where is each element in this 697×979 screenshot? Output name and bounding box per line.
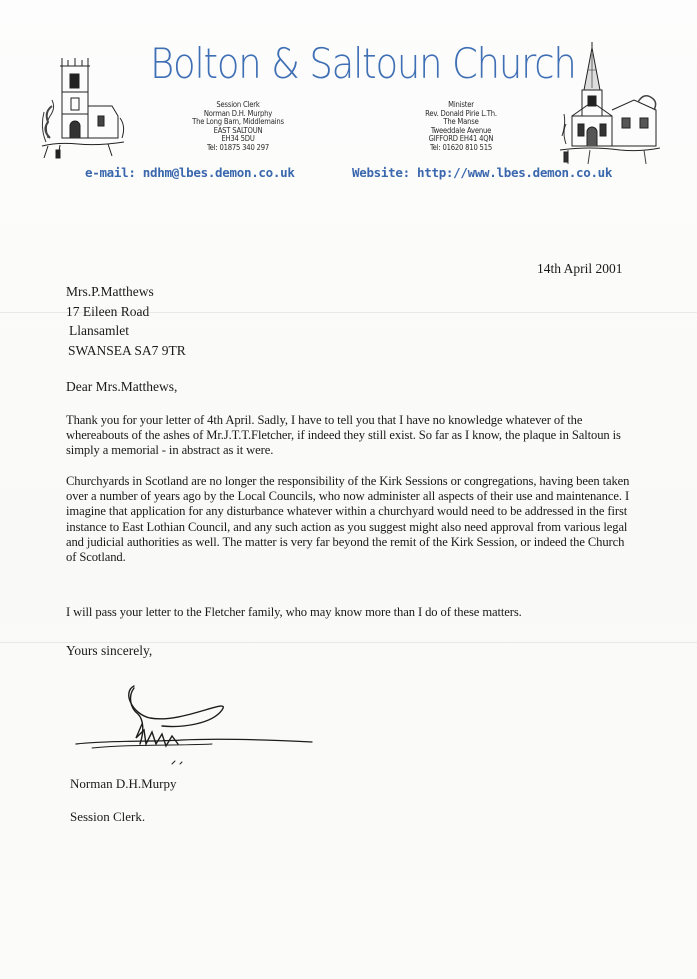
salutation: Dear Mrs.Matthews, (66, 379, 178, 394)
minister-address (406, 101, 516, 153)
recipient-city: SWANSEA SA7 9TR (68, 342, 186, 358)
recipient-address (66, 282, 186, 360)
closing: Yours sincerely, (66, 643, 153, 658)
letter-date: 14th April 2001 (537, 261, 623, 276)
signature (72, 684, 322, 774)
session-clerk-line2: EAST SALTOUN (213, 125, 263, 135)
session-clerk-line1: The Long Barn, Middlemains (192, 117, 284, 127)
minister-name: Rev. Donald Pirie L.Th. (425, 108, 497, 118)
paragraph-1: Thank you for your letter of 4th April. Sadly, I have to tell you that I have no knowledge whatever of the whereabouts of the ashes of Mr.J.T.T.Fletcher, if indeed they still exist. So far as I know, the plaque in Saltoun is simply a memorial - in abstract as it were. (66, 413, 621, 458)
minister-line3: GIFFORD EH41 4QN (428, 134, 494, 144)
signer-title: Session Clerk. (70, 809, 146, 824)
session-clerk-line3: EH34 5DU (221, 134, 255, 144)
church-spire-drawing (560, 40, 660, 168)
minister-line1: The Manse (443, 117, 479, 127)
minister-role: Minister (448, 100, 474, 109)
minister-tel: Tel: 01620 810 515 (430, 142, 492, 152)
church-email[interactable]: e-mail: ndhm@lbes.demon.co.uk (85, 165, 295, 180)
minister-line2: Tweeddale Avenue (430, 125, 492, 135)
session-clerk-tel: Tel: 01875 340 297 (207, 142, 269, 152)
church-name-heading: Bolton & Saltoun Church (150, 40, 576, 89)
session-clerk-name: Norman D.H. Murphy (203, 108, 273, 118)
paragraph-2: Churchyards in Scotland are no longer the responsibility of the Kirk Sessions or congregations, having been taken over a number of years ago by the Local Councils, who now administer all aspects of their use and maintenance. I imagine that application for any disturbance whatever within a churchyard would need to be addressed in the first instance to East Lothian Council, and any such action as you suggest might also need approval from various legal and judicial authorities as well. The matter is very far beyond the remit of the Kirk Session, or indeed the Church of Scotland. (66, 474, 630, 565)
recipient-street: 17 Eileen Road (66, 303, 150, 319)
recipient-locality: Llansamlet (69, 323, 129, 338)
church-website[interactable]: Website: http://www.lbes.demon.co.uk (352, 165, 613, 180)
paragraph-3: I will pass your letter to the Fletcher family, who may know more than I do of these matters. (66, 605, 522, 619)
signer-name: Norman D.H.Murpy (70, 776, 177, 791)
session-clerk-address (178, 101, 298, 153)
session-clerk-role: Session Clerk (216, 100, 260, 109)
church-tower-drawing (38, 46, 130, 164)
recipient-name: Mrs.P.Matthews (66, 284, 154, 299)
